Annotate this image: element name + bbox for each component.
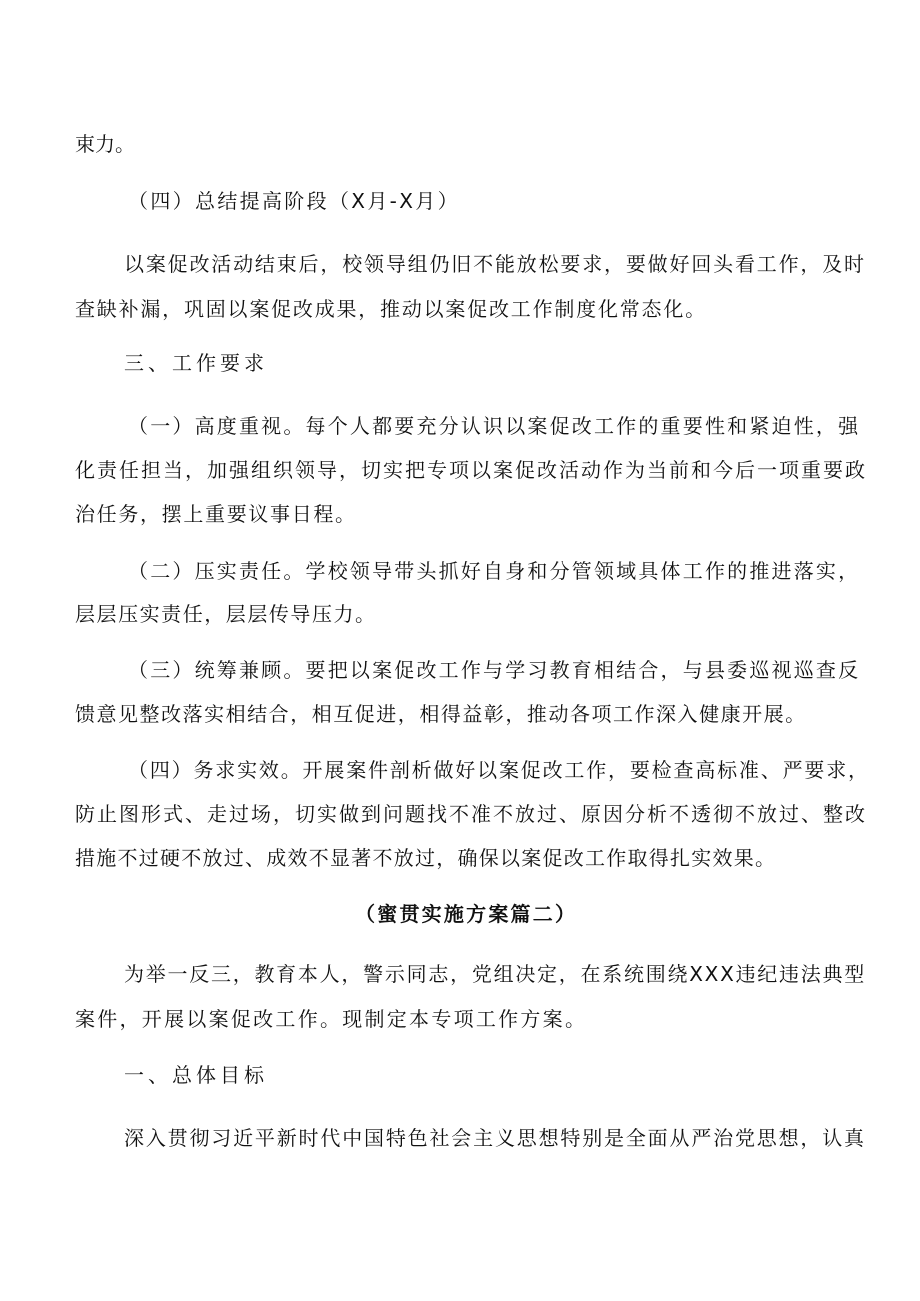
text-line: 以案促改活动结束后，校领导组仍旧不能放松要求，要做好回头看工作，及时: [124, 252, 866, 276]
text-line: 措施不过硬不放过、成效不显著不放过，确保以案促改工作取得扎实效果。: [75, 846, 777, 870]
subtitle: （蜜贯实施方案篇二）: [355, 902, 578, 926]
text-line: 馈意见整改落实相结合，相互促进，相得益彰，推动各项工作深入健康开展。: [75, 702, 807, 726]
text-line: 为举一反三，教育本人，警示同志，党组决定，在系统围绕XXX违纪违法典型: [124, 962, 867, 986]
text-line: 束力。: [75, 132, 135, 156]
text-line: 查缺补漏，巩固以案促改成果，推动以案促改工作制度化常态化。: [75, 297, 707, 321]
text-line: （三）统筹兼顾。要把以案促改工作与学习教育相结合，与县委巡视巡查反: [128, 658, 861, 682]
section-heading: 一、总体目标: [124, 1063, 268, 1087]
text-line: 化责任担当，加强组织领导，切实把专项以案促改活动作为当前和今后一项重要政: [75, 458, 867, 482]
section-heading: （四）总结提高阶段（X月-X月）: [128, 189, 460, 213]
text-line: （四）务求实效。开展案件剖析做好以案促改工作，要检查高标准、严要求，: [128, 758, 870, 782]
text-line: 案件，开展以案促改工作。现制定本专项工作方案。: [75, 1007, 588, 1031]
section-heading: 三、工作要求: [124, 351, 268, 375]
text-line: 层层压实责任，层层传导压力。: [75, 602, 377, 626]
text-line: （一）高度重视。每个人都要充分认识以案促改工作的重要性和紧迫性，强: [128, 414, 861, 438]
text-line: （二）压实责任。学校领导带头抓好自身和分管领域具体工作的推进落实，: [128, 559, 861, 583]
text-line: 治任务，摆上重要议事日程。: [75, 502, 357, 526]
text-line: 深入贯彻习近平新时代中国特色社会主义思想特别是全面从严治党思想，认真: [124, 1126, 866, 1150]
text-line: 防止图形式、走过场，切实做到问题找不准不放过、原因分析不透彻不放过、整改: [75, 802, 867, 826]
